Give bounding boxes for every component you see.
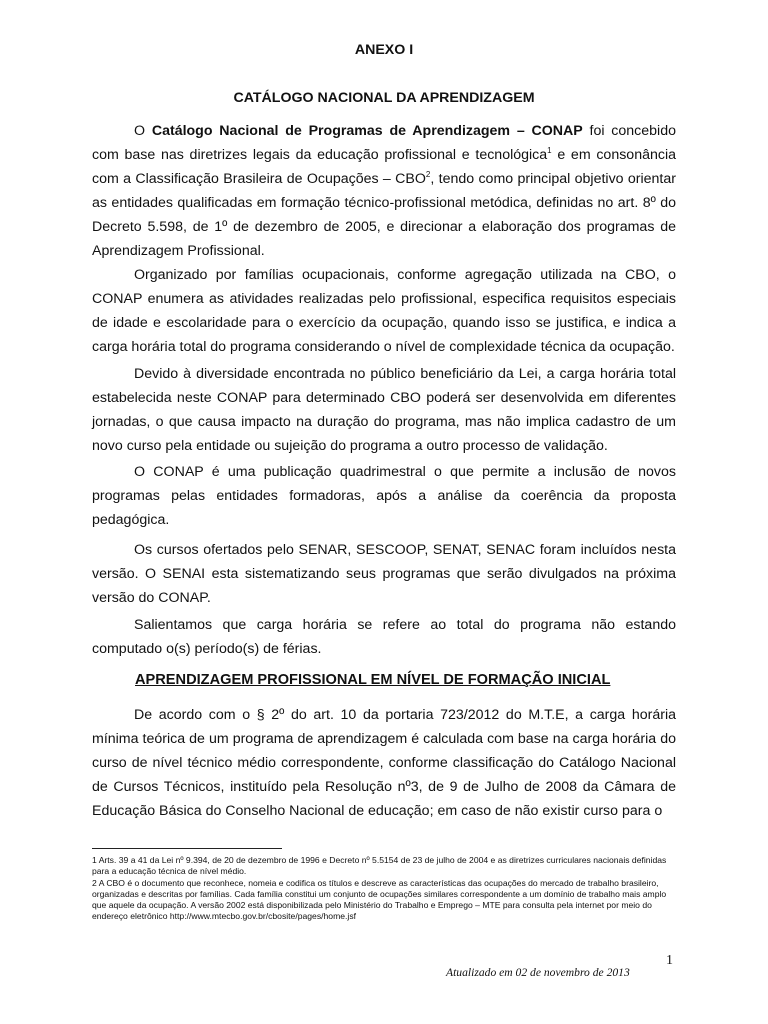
paragraph-courses <box>92 538 676 610</box>
intro-text-c: , tendo como principal objetivo orientar as entidades qualificadas em formação técnico-profissional metódica, definidas no art. 8º do Decreto 5.598, de 1º de dezembro de 2005, e direcionar a elaboração dos programas de Aprendizagem Profissional. <box>92 171 676 259</box>
page-number: 1 <box>666 953 673 968</box>
section-heading: APRENDIZAGEM PROFISSIONAL EM NÍVEL DE FORMAÇÃO INICIAL <box>135 672 611 688</box>
organization-text: Organizado por famílias ocupacionais, conforme agregação utilizada na CBO, o CONAP enumera as atividades realizadas pelo profissional, especifica requisitos especiais de idade e escolaridade para o exercício da ocupação, quando isso se justifica, e indica a carga horária total do programa considerando o nível de complexidade técnica da ocupação. <box>92 267 676 355</box>
paragraph-organization <box>92 263 676 359</box>
workload-text: Salientamos que carga horária se refere ao total do programa não estando computado o(s) período(s) de férias. <box>92 617 676 657</box>
paragraph-diversity <box>92 362 676 458</box>
paragraph-workload <box>92 613 676 661</box>
conap-name: Catálogo Nacional de Programas de Aprendizagem – CONAP <box>151 123 583 139</box>
footnote-divider <box>92 848 282 849</box>
footnote-1: 1 Arts. 39 a 41 da Lei nº 9.394, de 20 de dezembro de 1996 e Decreto nº 5.5154 de 23 de julho de 2004 e as diretrizes curriculares nacionais definidas para a educação técnica de nível médio. <box>92 855 667 876</box>
updated-date: Atualizado em 02 de novembro de 2013 <box>446 966 630 979</box>
publication-text: O CONAP é uma publicação quadrimestral o que permite a inclusão de novos programas pelas entidades formadoras, após a análise da coerência da proposta pedagógica. <box>92 464 676 528</box>
intro-lead: O <box>134 123 152 139</box>
footnote-ref-1[interactable]: 1 <box>547 146 552 155</box>
paragraph-intro <box>92 119 676 263</box>
paragraph-publication <box>92 460 676 532</box>
catalog-title: CATÁLOGO NACIONAL DA APRENDIZAGEM <box>233 90 535 106</box>
footnote-ref-2[interactable]: 2 <box>425 170 431 179</box>
annex-title: ANEXO I <box>354 42 414 58</box>
portaria-text: De acordo com o § 2º do art. 10 da portaria 723/2012 do M.T.E, a carga horária mínima teórica de um programa de aprendizagem é calculada com base na carga horária do curso de nível técnico médio correspondente, conforme classificação do Catálogo Nacional de Cursos Técnicos, instituído pela Resolução nº3, de 9 de Julho de 2008 da Câmara de Educação Básica do Conselho Nacional de educação; em caso de não existir curso para o <box>92 707 676 819</box>
paragraph-portaria <box>92 703 676 823</box>
intro-text-a: foi concebido com base nas diretrizes legais da educação profissional e tecnológica <box>92 123 676 163</box>
courses-text: Os cursos ofertados pelo SENAR, SESCOOP, SENAT, SENAC foram incluídos nesta versão. O SENAI esta sistematizando seus programas que serão divulgados na próxima versão do CONAP. <box>92 542 676 606</box>
diversity-text: Devido à diversidade encontrada no público beneficiário da Lei, a carga horária total estabelecida neste CONAP para determinado CBO poderá ser desenvolvida em diferentes jornadas, o que causa impacto na duração do programa, mas não implica cadastro de um novo curso pela entidade ou sujeição do programa a outro processo de validação. <box>92 366 676 454</box>
footnote-2: 2 A CBO é o documento que reconhece, nomeia e codifica os títulos e descreve as características das ocupações do mercado de trabalho brasileiro, organizadas e descritas por famílias. Cada família constitui um conjunto de ocupações similares correspondente a um domínio de trabalho mais amplo que aquele da ocupação. A versão 2002 está disponibilizada pelo Ministério do Trabalho e Emprego – MTE para consulta pela internet por meio do endereço eletrônico http://www.mtecbo.gov.br/cbosite/pages/home.jsf <box>92 878 667 921</box>
intro-text-b: e em consonância com a Classificação Brasileira de Ocupações – CBO <box>92 147 677 187</box>
